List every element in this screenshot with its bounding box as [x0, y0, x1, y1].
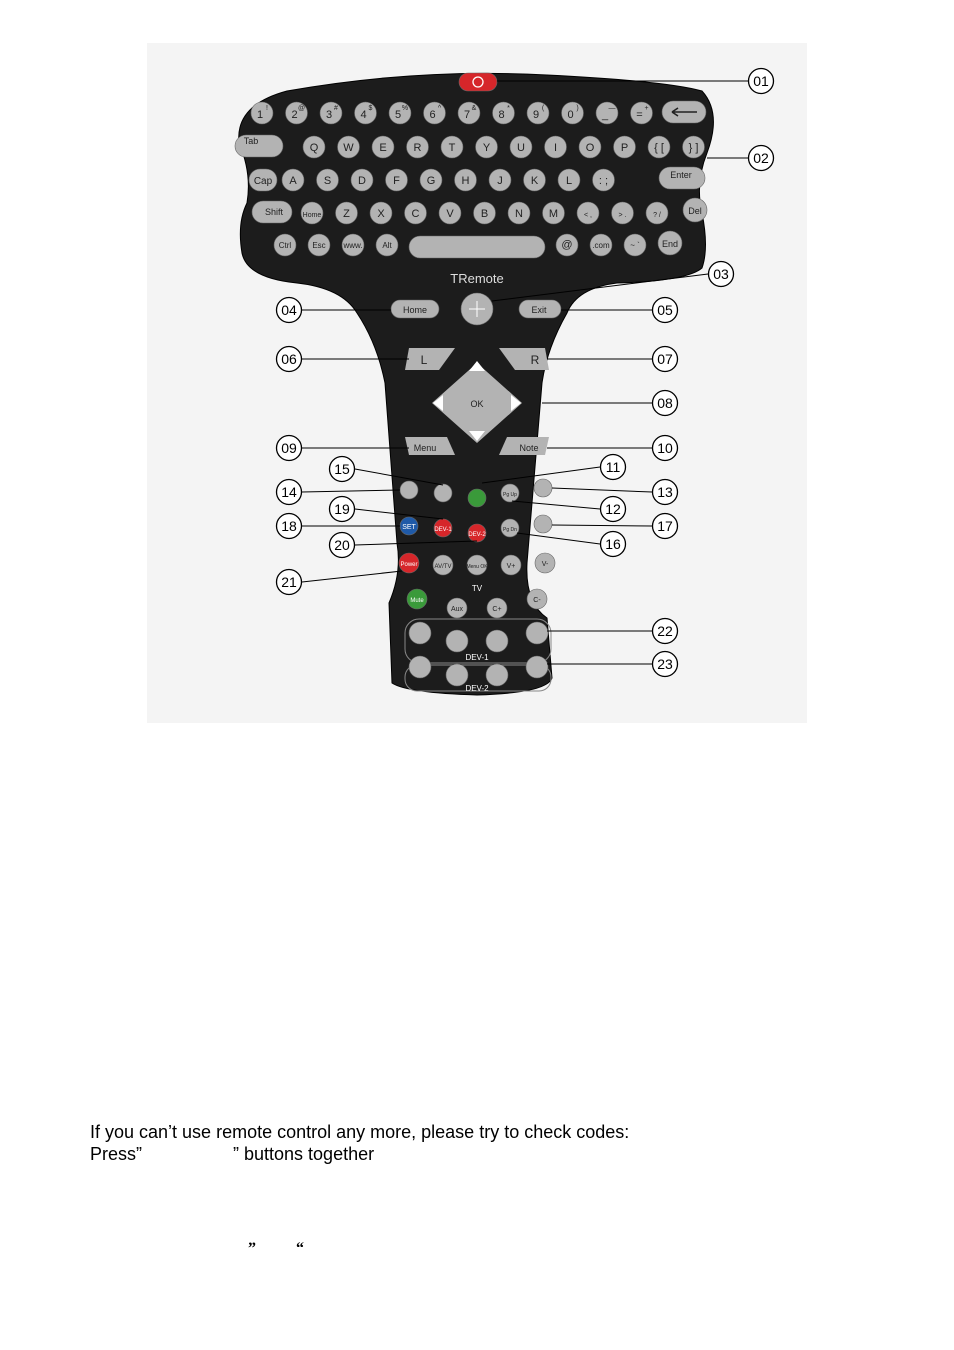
callout-14: 14 — [281, 484, 297, 500]
tv-power-label: Power — [400, 562, 418, 568]
cap-label: Cap — [253, 176, 273, 187]
brand-label: TRemote — [450, 271, 504, 286]
remote-figure — [147, 43, 807, 723]
key-label: Esc — [312, 241, 326, 250]
key-label: I — [553, 142, 558, 154]
tv-mute-label: Mute — [410, 598, 424, 604]
note-label: Note — [519, 443, 539, 453]
callout-20: 20 — [334, 537, 350, 553]
key-label: G — [426, 175, 436, 187]
callout-line — [552, 525, 652, 526]
key-label: F — [393, 175, 400, 187]
callout-04: 04 — [281, 302, 297, 318]
avtv-label: AV/TV — [434, 564, 452, 570]
quote-open: “ — [296, 1240, 304, 1257]
callout-17: 17 — [657, 518, 673, 534]
callout-07: 07 — [657, 351, 673, 367]
key-label: 9 — [532, 109, 540, 121]
key-sup: — — [608, 105, 616, 112]
pgup-label: Pg Up — [503, 492, 517, 498]
key-sup: # — [334, 105, 338, 112]
callout-12: 12 — [605, 501, 621, 517]
callout-23: 23 — [657, 656, 673, 672]
dev1-label: DEV-1 — [465, 653, 489, 662]
dev1-key-1[interactable] — [446, 630, 468, 652]
key-sup: ) — [576, 105, 579, 112]
key-label: R — [413, 142, 422, 154]
instruction-line-2a: Press” — [90, 1144, 143, 1164]
key-sup: $ — [368, 105, 373, 112]
end-label: End — [661, 239, 679, 249]
key-sup: ^ — [437, 105, 442, 112]
key-label: @ — [561, 239, 573, 251]
enter-label: Enter — [670, 170, 692, 180]
key-label: N — [515, 208, 523, 220]
tab-button[interactable] — [235, 135, 283, 157]
remote-illustration — [147, 43, 807, 723]
key-label: H — [461, 175, 470, 187]
key-label: Alt — [382, 241, 392, 250]
instruction-line-2b: ” buttons together — [233, 1144, 375, 1164]
callout-15: 15 — [334, 461, 350, 477]
dev2-label: DEV-2 — [465, 684, 489, 693]
key-label: } ] — [688, 142, 699, 154]
key-label: Ctrl — [278, 241, 292, 250]
power-top-button[interactable] — [459, 73, 497, 91]
key-label: 1 — [256, 109, 264, 121]
callout-19: 19 — [334, 501, 350, 517]
vminus-label: V- — [541, 561, 549, 568]
dev2-key-3[interactable] — [526, 656, 548, 678]
key-label: V — [446, 208, 454, 220]
callout-22: 22 — [657, 623, 673, 639]
set-label: SET — [402, 524, 416, 531]
dev2-key-1[interactable] — [446, 664, 468, 686]
key-label: L — [565, 175, 573, 187]
callout-16: 16 — [605, 536, 621, 552]
mute-speaker-button[interactable] — [468, 489, 486, 507]
menu-label: Menu — [413, 443, 437, 453]
key-label: T — [448, 142, 456, 154]
key-label: O — [585, 142, 595, 154]
key-label: > . — [618, 212, 627, 219]
key-label: = — [636, 109, 643, 121]
key-label: 5 — [394, 109, 402, 121]
key-sup: + — [644, 105, 649, 112]
zoom-in-button[interactable] — [400, 481, 418, 499]
dev1-key-0[interactable] — [409, 622, 431, 644]
callout-line — [302, 571, 402, 582]
key-label: K — [530, 175, 539, 187]
key-label: S — [323, 175, 332, 187]
key-label: M — [548, 208, 559, 220]
l-label: L — [420, 353, 428, 367]
mail-button[interactable] — [534, 479, 552, 497]
key-label: 2 — [291, 109, 298, 121]
key-sup: * — [507, 105, 510, 112]
dev1-btn-label: DEV-1 — [434, 527, 452, 533]
del-label: Del — [688, 206, 702, 216]
home-label: Home — [402, 305, 428, 315]
key-label: C — [411, 208, 420, 220]
quote-close: ” — [248, 1240, 256, 1257]
key-sup: ( — [541, 105, 545, 112]
key-label: 3 — [325, 109, 333, 121]
callout-02: 02 — [753, 150, 769, 166]
key-sup: @ — [297, 105, 306, 112]
key-label: U — [517, 142, 525, 154]
key-label: ~ ` — [630, 241, 640, 250]
shift-label: Shift — [264, 207, 284, 217]
dev2-key-0[interactable] — [409, 656, 431, 678]
key-label: Home — [302, 212, 322, 219]
instruction-line-1: If you can’t use remote control any more, please try to check codes: — [90, 1122, 630, 1142]
key-label: < , — [584, 212, 592, 219]
key-label: P — [620, 142, 629, 154]
key-label: 0 — [567, 109, 574, 121]
vplus-label: V+ — [506, 563, 516, 570]
key-label: ? / — [653, 212, 661, 219]
callout-05: 05 — [657, 302, 673, 318]
key-label: 8 — [498, 109, 505, 121]
key-label: 6 — [429, 109, 436, 121]
callout-06: 06 — [281, 351, 297, 367]
key-label: .com — [592, 241, 610, 250]
key-label: www. — [343, 241, 363, 250]
folder-button[interactable] — [534, 515, 552, 533]
callout-03: 03 — [713, 266, 729, 282]
key-label: { [ — [654, 142, 664, 154]
exit-label: Exit — [531, 305, 547, 315]
dev2-key-2[interactable] — [486, 664, 508, 686]
key-label: Q — [309, 142, 319, 154]
zoom-out-button[interactable] — [434, 484, 452, 502]
key-sup: ! — [266, 105, 268, 112]
key-label: 7 — [463, 109, 471, 121]
callout-11: 11 — [605, 459, 621, 475]
key-sup: % — [401, 105, 409, 112]
key-sup: & — [471, 105, 477, 112]
key-label: _ — [601, 109, 609, 121]
ok-label: OK — [470, 399, 484, 409]
callout-10: 10 — [657, 440, 673, 456]
key-label: E — [379, 142, 387, 154]
menu-ok-label: Menu OK — [466, 564, 488, 570]
key-label: W — [343, 142, 354, 154]
key-label: X — [377, 208, 385, 220]
dev1-key-3[interactable] — [526, 622, 548, 644]
callout-13: 13 — [657, 484, 673, 500]
cminus-label: C- — [533, 597, 541, 604]
dev2-btn-label: DEV-2 — [468, 532, 486, 538]
tab-label: Tab — [243, 136, 259, 146]
pgdn-label: Pg Dn — [503, 527, 517, 533]
key-label: Y — [482, 142, 491, 154]
key-label: A — [289, 175, 297, 187]
key-label: Z — [343, 208, 350, 220]
callout-18: 18 — [281, 518, 297, 534]
cplus-label: C+ — [492, 606, 502, 613]
key-label: 4 — [360, 109, 367, 121]
dev1-key-2[interactable] — [486, 630, 508, 652]
key-label: J — [497, 175, 503, 187]
key-label: D — [358, 175, 366, 187]
callout-08: 08 — [657, 395, 673, 411]
callout-21: 21 — [281, 574, 297, 590]
callout-line — [302, 490, 400, 492]
space-bar[interactable] — [409, 236, 545, 258]
callout-01: 01 — [753, 73, 769, 89]
callout-09: 09 — [281, 440, 297, 456]
key-label: B — [480, 208, 489, 220]
key-label: : ; — [598, 175, 609, 187]
r-label: R — [530, 353, 540, 367]
tv-label: TV — [471, 584, 483, 593]
callout-line — [552, 488, 652, 492]
aux-label: Aux — [450, 606, 464, 613]
